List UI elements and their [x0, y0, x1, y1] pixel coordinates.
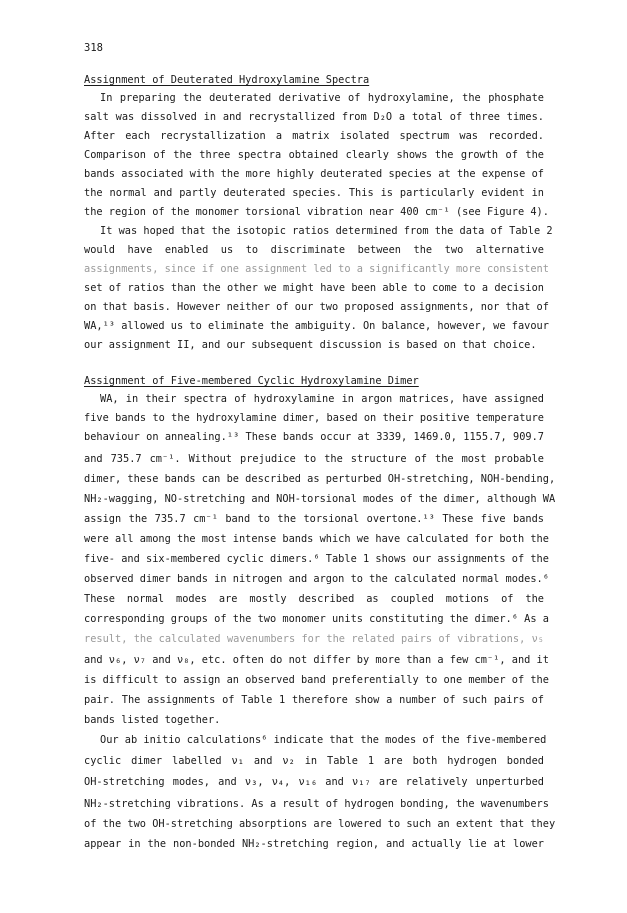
paragraph-line: salt was dissolved in and recrystallized from D₂O a total of three times. [84, 111, 544, 123]
paragraph-line: is difficult to assign an observed band preferentially to one member of the [84, 674, 549, 686]
paragraph-line: behaviour on annealing.¹³ These bands occur at 3339, 1469.0, 1155.7, 909.7 [84, 431, 544, 443]
paragraph-line: bands listed together. [84, 714, 221, 726]
paragraph-line: and 735.7 cm⁻¹. Without prejudice to the structure of the most probable [84, 453, 544, 465]
paragraph-line: NH₂-wagging, NO-stretching and NOH-torsional modes of the dimer, although WA [84, 493, 556, 505]
paragraph-line: OH-stretching modes, and ν₃, ν₄, ν₁₆ and ν₁₇ are relatively unperturbed [84, 776, 544, 788]
paragraph-line: of the two OH-stretching absorptions are lowered to such an extent that they [84, 818, 556, 830]
paragraph-line: our assignment II, and our subsequent discussion is based on that choice. [84, 339, 537, 351]
paragraph-line: would have enabled us to discriminate between the two alternative [84, 244, 544, 256]
paragraph-line: the region of the monomer torsional vibration near 400 cm⁻¹ (see Figure 4). [84, 206, 549, 218]
paragraph-line: pair. The assignments of Table 1 therefore show a number of such pairs of [84, 694, 544, 706]
paragraph-line: Comparison of the three spectra obtained clearly shows the growth of the [84, 149, 544, 161]
paragraph-line: It was hoped that the isotopic ratios determined from the data of Table 2 [100, 225, 553, 237]
paragraph-line: WA,¹³ allowed us to eliminate the ambiguity. On balance, however, we favour [84, 320, 549, 332]
paragraph-line: NH₂-stretching vibrations. As a result of hydrogen bonding, the wavenumbers [84, 798, 549, 810]
paragraph-line: cyclic dimer labelled ν₁ and ν₂ in Table 1 are both hydrogen bonded [84, 755, 544, 767]
paragraph-line: dimer, these bands can be described as perturbed OH-stretching, NOH-bending, [84, 473, 556, 485]
paragraph-line: These normal modes are mostly described as coupled motions of the [84, 593, 544, 605]
paragraph-line: corresponding groups of the two monomer units constituting the dimer.⁶ As a [84, 613, 549, 625]
paragraph-line: five- and six-membered cyclic dimers.⁶ Table 1 shows our assignments of the [84, 553, 549, 565]
paragraph-line: assignments, since if one assignment led to a significantly more consistent [84, 263, 549, 275]
page-number: 318 [84, 42, 103, 54]
paragraph-line: appear in the non-bonded NH₂-stretching region, and actually lie at lower [84, 838, 544, 850]
paragraph-line: result, the calculated wavenumbers for the related pairs of vibrations, ν₅ [84, 633, 544, 645]
section-heading-deuterated: Assignment of Deuterated Hydroxylamine Spectra [84, 74, 370, 86]
paragraph-line: on that basis. However neither of our two proposed assignments, nor that of [84, 301, 549, 313]
paragraph-line: After each recrystallization a matrix isolated spectrum was recorded. [84, 130, 544, 142]
paragraph-line: observed dimer bands in nitrogen and argon to the calculated normal modes.⁶ [84, 573, 549, 585]
paragraph-line: WA, in their spectra of hydroxylamine in argon matrices, have assigned [100, 393, 544, 405]
section-heading-dimer: Assignment of Five-membered Cyclic Hydroxylamine Dimer [84, 375, 419, 387]
paragraph-line: In preparing the deuterated derivative of hydroxylamine, the phosphate [100, 92, 544, 104]
paragraph-line: bands associated with the more highly deuterated species at the expense of [84, 168, 544, 180]
paragraph-line: Our ab initio calculations⁶ indicate that the modes of the five-membered [100, 734, 547, 746]
paragraph-line: assign the 735.7 cm⁻¹ band to the torsional overtone.¹³ These five bands [84, 513, 544, 525]
paragraph-line: and ν₆, ν₇ and ν₈, etc. often do not differ by more than a few cm⁻¹, and it [84, 654, 549, 666]
paragraph-line: were all among the most intense bands which we have calculated for both the [84, 533, 549, 545]
paragraph-line: the normal and partly deuterated species. This is particularly evident in [84, 187, 544, 199]
paragraph-line: five bands to the hydroxylamine dimer, based on their positive temperature [84, 412, 544, 424]
paragraph-line: set of ratios than the other we might have been able to come to a decision [84, 282, 544, 294]
